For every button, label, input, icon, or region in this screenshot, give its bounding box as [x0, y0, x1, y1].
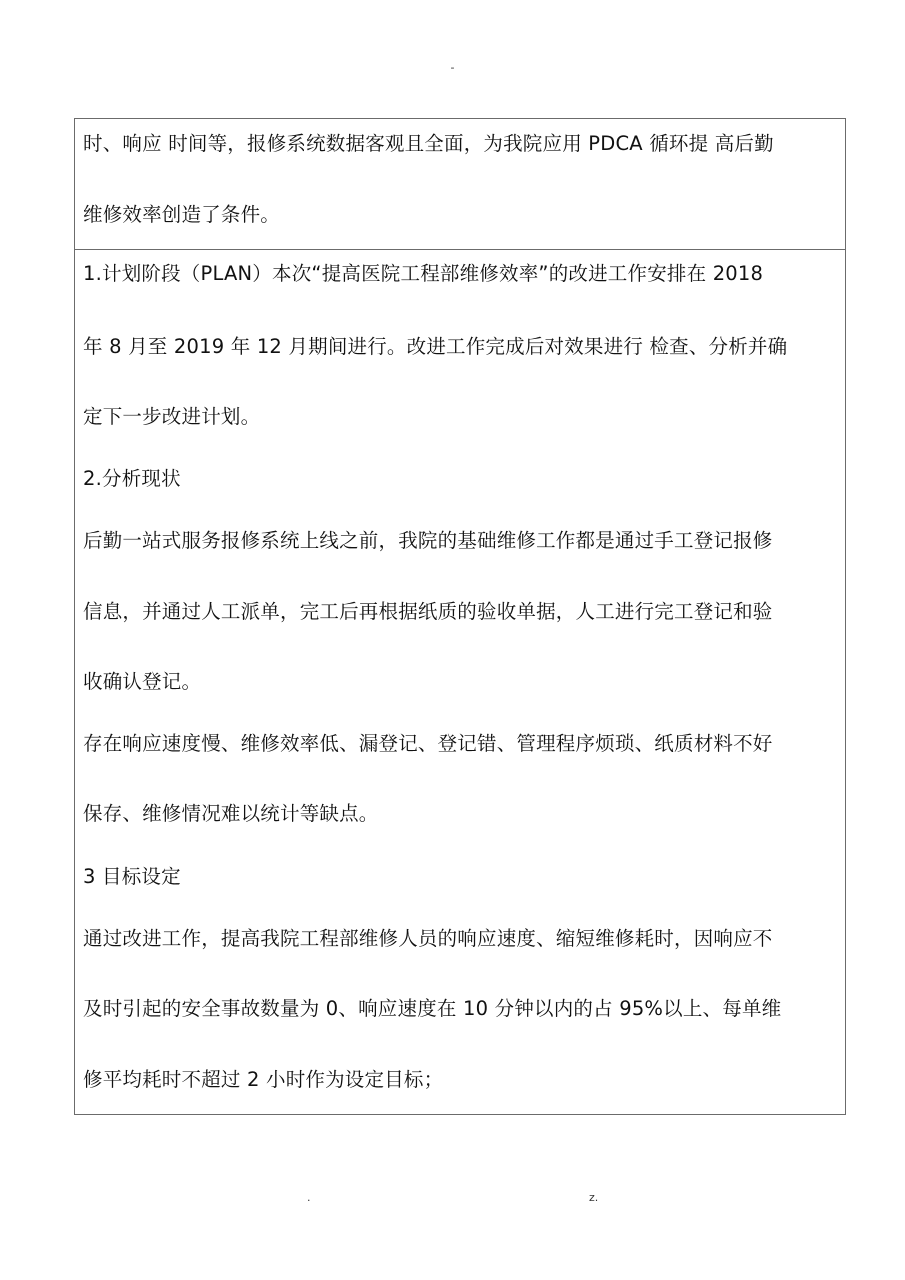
footer-right-mark: z. — [589, 1191, 599, 1204]
text-line: 后勤一站式服务报修系统上线之前，我院的基础维修工作都是通过手工登记报修 — [83, 529, 773, 552]
text-line: 修平均耗时不超过 2 小时作为设定目标； — [83, 1068, 444, 1091]
analysis-heading: 2.分析现状 — [83, 467, 181, 490]
header-mark: - — [450, 61, 455, 74]
text-line: 维修效率创造了条件。 — [83, 203, 281, 226]
text-line: 保存、维修情况难以统计等缺点。 — [83, 802, 379, 825]
text-line: 收确认登记。 — [83, 670, 202, 693]
text-line: 年 8 月至 2019 年 12 月期间进行。改进工作完成后对效果进行 检查、分析并确 — [83, 335, 788, 358]
text-line: 信息，并通过人工派单，完工后再根据纸质的验收单据，人工进行完工登记和验 — [83, 600, 773, 623]
text-line: 时、响应 时间等，报修系统数据客观且全面，为我院应用 PDCA 循环提 高后勤 — [83, 132, 774, 155]
table-row-intro — [75, 119, 845, 250]
text-line: 及时引起的安全事故数量为 0、响应速度在 10 分钟以内的占 95%以上、每单维 — [83, 997, 782, 1020]
plan-phase-heading: 1.计划阶段（PLAN）本次“提高医院工程部维修效率”的改进工作安排在 2018 — [83, 262, 764, 285]
footer-left-mark: . — [307, 1191, 311, 1204]
text-line: 定下一步改进计划。 — [83, 405, 261, 428]
content-table — [74, 118, 846, 1115]
text-line: 通过改进工作，提高我院工程部维修人员的响应速度、缩短维修耗时，因响应不 — [83, 927, 773, 950]
text-line: 存在响应速度慢、维修效率低、漏登记、登记错、管理程序烦琐、纸质材料不好 — [83, 732, 773, 755]
table-row-plan — [75, 250, 845, 1114]
goal-heading: 3 目标设定 — [83, 865, 181, 888]
